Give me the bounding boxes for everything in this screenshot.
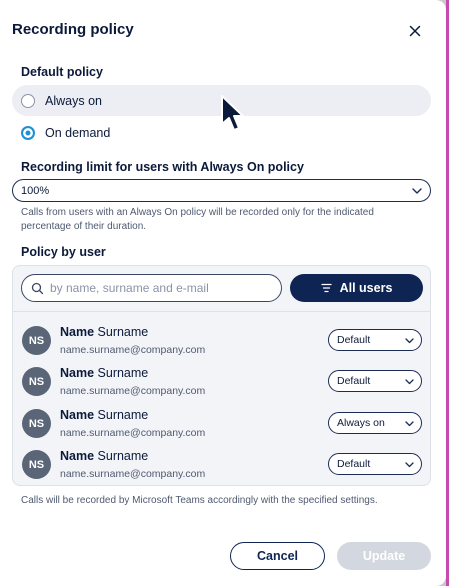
policy-by-user-panel (12, 265, 431, 486)
user-last-name: Surname (97, 366, 149, 380)
user-policy-select[interactable] (328, 370, 422, 392)
user-policy-value: Always on (337, 417, 385, 429)
user-email: name.surname@company.com (60, 344, 206, 356)
radio-button-icon (21, 94, 35, 108)
user-last-name: Surname (97, 408, 149, 422)
chevron-down-icon (403, 375, 416, 391)
avatar: NS (22, 409, 51, 438)
default-policy-label: Default policy (21, 65, 103, 79)
user-row (13, 361, 431, 401)
cancel-button[interactable]: Cancel (230, 542, 325, 570)
chevron-down-icon (410, 184, 424, 201)
policy-by-user-label: Policy by user (21, 245, 106, 259)
avatar: NS (22, 326, 51, 355)
recording-limit-hint: Calls from users with an Always On policy will be recorded only for the indicated percentage of their duration. (21, 207, 374, 232)
user-first-name: Name (60, 325, 95, 339)
user-policy-value: Default (337, 375, 371, 387)
user-policy-select[interactable] (328, 453, 422, 475)
user-policy-value: Default (337, 334, 371, 346)
user-name (60, 408, 148, 422)
recording-limit-label: Recording limit for users with Always On policy (21, 160, 304, 174)
user-name (60, 449, 148, 463)
user-email: name.surname@company.com (60, 385, 206, 397)
user-name (60, 366, 148, 380)
user-first-name: Name (60, 408, 95, 422)
user-policy-value: Default (337, 458, 371, 470)
divider (13, 311, 431, 312)
radio-label: Always on (45, 93, 102, 108)
user-first-name: Name (60, 449, 95, 463)
user-email: name.surname@company.com (60, 427, 206, 439)
user-email: name.surname@company.com (60, 468, 206, 480)
user-last-name: Surname (97, 449, 149, 463)
user-policy-select[interactable] (328, 329, 422, 351)
filter-icon (321, 283, 332, 293)
dialog-title: Recording policy (12, 21, 134, 38)
user-row (13, 444, 431, 484)
chevron-down-icon (403, 334, 416, 350)
footer-note: Calls will be recorded by Microsoft Teams accordingly with the specified settings. (21, 495, 378, 506)
update-button[interactable]: Update (337, 542, 431, 570)
radio-button-checked-icon (21, 126, 35, 140)
user-name (60, 325, 148, 339)
search-input[interactable] (50, 281, 270, 295)
recording-limit-value: 100% (21, 184, 50, 197)
chevron-down-icon (403, 458, 416, 474)
all-users-label: All users (339, 281, 393, 295)
user-row (13, 403, 431, 443)
user-last-name: Surname (97, 325, 149, 339)
recording-limit-select[interactable] (12, 179, 431, 202)
chevron-down-icon (403, 417, 416, 433)
radio-label: On demand (45, 125, 111, 140)
avatar: NS (22, 367, 51, 396)
user-first-name: Name (60, 366, 95, 380)
user-policy-select[interactable] (328, 412, 422, 434)
user-row (13, 320, 431, 360)
avatar: NS (22, 450, 51, 479)
close-icon[interactable] (406, 22, 424, 40)
mouse-pointer-icon (219, 94, 247, 141)
search-icon (31, 282, 44, 300)
search-field[interactable] (21, 274, 282, 302)
all-users-filter-button[interactable] (290, 274, 423, 302)
